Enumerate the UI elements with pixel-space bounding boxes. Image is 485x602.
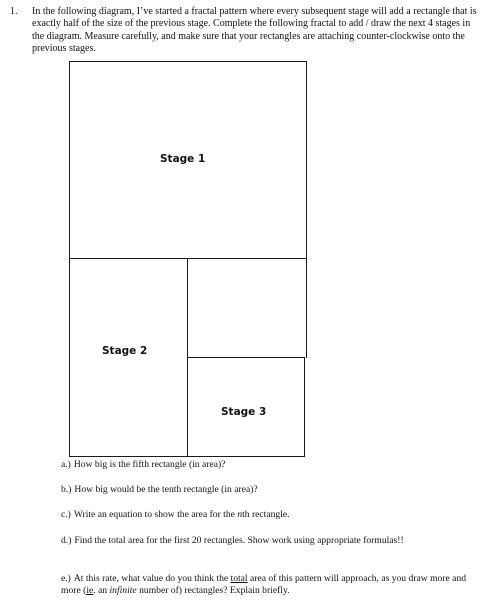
question-b-label: b.) [61,484,72,495]
stage-1-label: Stage 1 [160,153,206,165]
question-e-underlined: total [230,573,248,584]
stage-3-label: Stage 3 [221,406,267,418]
stage-3-rectangle [187,357,305,457]
stage-1-rectangle [69,61,307,259]
question-c-variable: n [237,509,243,520]
question-d-label: d.) [61,535,72,546]
question-e-part4: number of) rectangles? Explain briefly. [136,585,290,597]
problem-instructions: In the following diagram, I’ve started a fractal pattern where every subsequent stage will add a rectangle that is exactly half of the size of the previous stage. Complete the following fractal to add / draw the next 4 stages in the diagram. Measure carefully, and make sure that your rectangles are attaching counter-clockwise onto the previous stages. [32,6,477,54]
question-e-label: e.) [61,573,71,584]
question-e-part3: . an [93,585,110,597]
question-b [61,484,471,496]
question-e-part2: area of this pattern will approach, as you draw more and more ( [61,573,467,597]
problem-number: 1. [10,6,18,17]
question-d-text: Find the total area for the first 20 rectangles. Show work using appropriate formulas!! [74,535,404,546]
question-e-part1: At this rate, what value do you think the [73,573,231,584]
question-c-text-before: Write an equation to show the area for the [73,509,238,520]
question-e-emphasis: infinite [109,585,137,597]
question-a-text: How big is the fifth rectangle (in area)? [73,459,226,470]
question-c-label: c.) [61,509,71,520]
question-d [61,535,471,547]
question-a [61,459,471,471]
question-a-label: a.) [61,459,71,470]
stage-2-right-outline [187,258,307,358]
stage-2-label: Stage 2 [102,345,148,357]
question-e-ie: ie [86,585,94,597]
stage-2-rectangle [69,258,188,457]
question-e [61,573,471,597]
question-c [61,509,471,521]
question-c-text-after: th rectangle. [242,509,290,520]
question-b-text: How big would be the tenth rectangle (in area)? [74,484,258,495]
